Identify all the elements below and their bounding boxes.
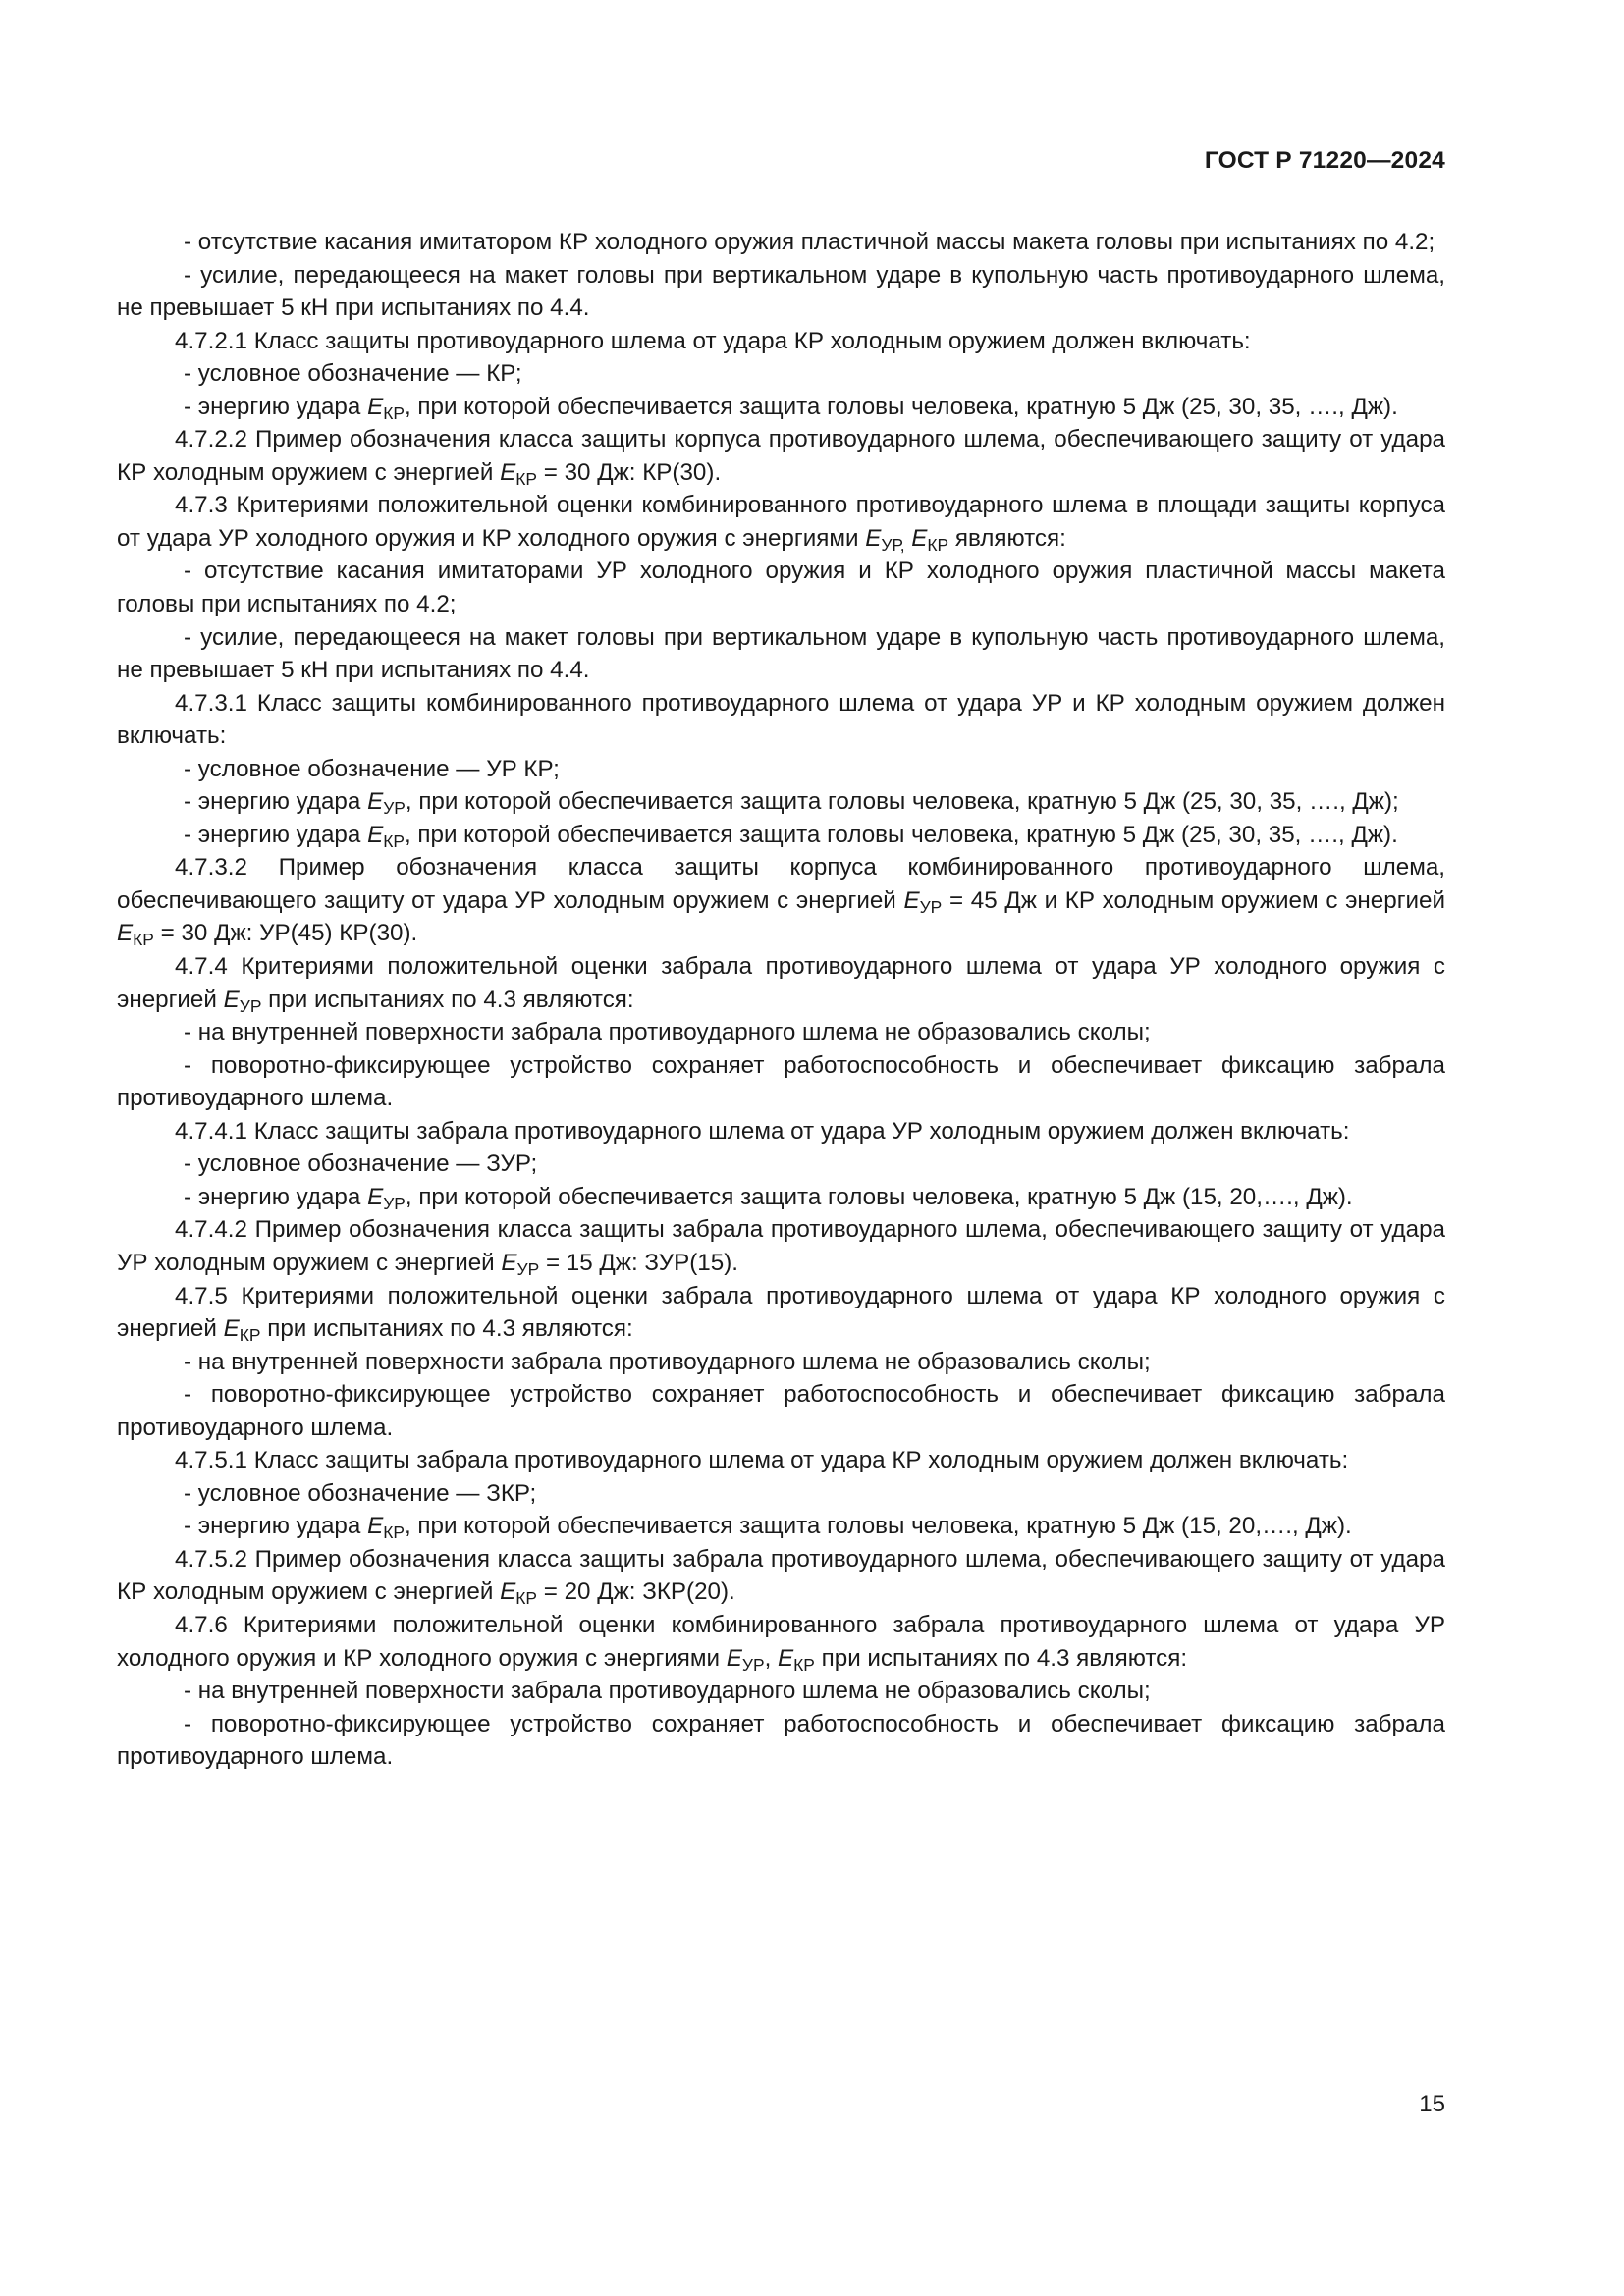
text-run: = 30 Дж: КР(30). (537, 458, 722, 486)
symbol-subscript: КР (793, 1654, 815, 1675)
list-item: - условное обозначение — КР; (184, 360, 522, 388)
energy-symbol (223, 1315, 261, 1345)
list-item: - отсутствие касания имитаторами УР холодного оружия и КР холодного оружия пластичной массы макета головы при испытаниях по 4.2; (117, 558, 1445, 618)
list-item: - поворотно-фиксирующее устройство сохраняет работоспособность и обеспечивает фиксацию забрала противоударного шлема. (117, 1710, 1445, 1771)
list-item (117, 391, 1445, 424)
text-run: - энергию удара (184, 788, 368, 816)
energy-symbol (367, 788, 406, 819)
document-body (117, 226, 1445, 1774)
list-item: - на внутренней поверхности забрала противоударного шлема не образовались сколы; (184, 1678, 1151, 1705)
symbol-base: E (367, 393, 384, 420)
energy-symbol (223, 986, 262, 1016)
text-run: = 30 Дж: УР(45) КР(30). (153, 920, 418, 947)
section-paragraph (117, 950, 1445, 1016)
energy-symbol (367, 1513, 405, 1543)
symbol-subscript: КР (927, 534, 949, 555)
text-run: 4.7.4.2 Пример обозначения класса защиты забрала противоударного шлема, обеспечивающего защиту от удара УР холодным оружием с энергией (117, 1216, 1445, 1276)
section-paragraph (117, 1609, 1445, 1675)
text-run: = 45 Дж и КР холодным оружием с энергией (942, 886, 1445, 914)
page-number: 15 (1419, 2091, 1445, 2117)
text-run: , при которой обеспечивается защита головы человека, кратную 5 Дж (15, 20,…., Дж). (404, 1513, 1352, 1540)
symbol-subscript: УР (239, 995, 262, 1016)
text-run: 4.7.3.2 Пример обозначения класса защиты корпуса комбинированного противоударного шлема, обеспечивающего защиту от удара УР холодным оружием с энергией (117, 854, 1445, 914)
symbol-subscript: КР (515, 1588, 538, 1609)
symbol-subscript: КР (239, 1324, 261, 1345)
text-run: - энергию удара (184, 1183, 368, 1210)
symbol-subscript: УР (741, 1654, 765, 1675)
section-paragraph: 4.7.2.1 Класс защиты противоударного шлема от удара КР холодным оружием должен включать: (175, 327, 1251, 354)
energy-symbol (367, 1183, 406, 1213)
text-run: - энергию удара (184, 1513, 368, 1540)
text-run: , (764, 1644, 779, 1672)
standard-designation: ГОСТ Р 71220—2024 (1204, 147, 1445, 174)
text-run: = 20 Дж: ЗКР(20). (537, 1578, 735, 1606)
section-paragraph (117, 1213, 1445, 1279)
energy-symbol (903, 886, 943, 917)
symbol-base: E (865, 524, 882, 552)
energy-symbol (500, 458, 538, 489)
symbol-base: E (117, 920, 134, 947)
text-run: являются: (948, 524, 1066, 552)
text-run: - энергию удара (184, 821, 368, 848)
symbol-base: E (500, 458, 516, 486)
symbol-base: E (500, 1578, 516, 1606)
list-item (117, 1181, 1445, 1214)
text-run: , при которой обеспечивается защита головы человека, кратную 5 Дж (15, 20,…., Дж). (405, 1183, 1353, 1210)
symbol-subscript: УР (516, 1258, 540, 1279)
list-item: - усилие, передающееся на макет головы при вертикальном ударе в купольную часть противоударного шлема, не превышает 5 кН при испытаниях по 4.4. (117, 623, 1445, 684)
section-paragraph (117, 1280, 1445, 1346)
text-run: при испытаниях по 4.3 являются: (814, 1644, 1188, 1672)
symbol-base: E (367, 1183, 384, 1210)
list-item: - отсутствие касания имитатором КР холодного оружия пластичной массы макета головы при испытаниях по 4.2; (184, 229, 1435, 255)
section-paragraph: 4.7.3.1 Класс защиты комбинированного противоударного шлема от удара УР и КР холодным оружием должен включать: (117, 689, 1445, 750)
text-run: , при которой обеспечивается защита головы человека, кратную 5 Дж (25, 30, 35, …., Дж); (405, 788, 1399, 816)
list-item: - поворотно-фиксирующее устройство сохраняет работоспособность и обеспечивает фиксацию забрала противоударного шлема. (117, 1051, 1445, 1112)
text-run: 4.7.3 Критериями положительной оценки комбинированного противоударного шлема в площади защиты корпуса от удара УР холодного оружия и КР холодного оружия с энергиями (117, 492, 1445, 552)
symbol-base: E (501, 1249, 517, 1276)
list-item: - поворотно-фиксирующее устройство сохраняет работоспособность и обеспечивает фиксацию забрала противоударного шлема. (117, 1381, 1445, 1441)
symbol-subscript: УР (383, 1193, 406, 1213)
section-paragraph (117, 489, 1445, 555)
energy-symbol (726, 1644, 765, 1675)
text-run: при испытаниях по 4.3 являются: (260, 1315, 633, 1343)
symbol-subscript: КР (383, 402, 405, 423)
section-paragraph: 4.7.4.1 Класс защиты забрала противоударного шлема от удара УР холодным оружием должен включать: (175, 1117, 1350, 1145)
text-run: при испытаниях по 4.3 являются: (261, 986, 634, 1013)
list-item: - на внутренней поверхности забрала противоударного шлема не образовались сколы; (184, 1019, 1151, 1046)
list-item: - усилие, передающееся на макет головы при вертикальном ударе в купольную часть противоударного шлема, не превышает 5 кН при испытаниях по 4.4. (117, 261, 1445, 322)
energy-symbol (367, 821, 405, 851)
section-paragraph (117, 851, 1445, 950)
text-run: = 15 Дж: ЗУР(15). (539, 1249, 738, 1276)
symbol-subscript: КР (515, 468, 538, 489)
symbol-subscript: УР, (881, 534, 905, 555)
document-header (1205, 147, 1445, 175)
list-item (117, 1510, 1445, 1543)
list-item: - на внутренней поверхности забрала противоударного шлема не образовались сколы; (184, 1348, 1151, 1375)
symbol-base: E (223, 1315, 240, 1343)
energy-symbol (865, 524, 905, 555)
energy-symbol (501, 1249, 540, 1279)
text-run: 4.7.5 Критериями положительной оценки забрала противоударного шлема от удара КР холодного оружия с энергией (117, 1282, 1445, 1343)
list-item: - условное обозначение — ЗКР; (184, 1479, 537, 1507)
symbol-subscript: КР (383, 1522, 405, 1543)
list-item: - условное обозначение — ЗУР; (184, 1150, 538, 1178)
text-run: 4.7.6 Критериями положительной оценки комбинированного забрала противоударного шлема от удара УР холодного оружия и КР холодного оружия с энергиями (117, 1611, 1445, 1672)
symbol-base: E (367, 788, 384, 816)
energy-symbol (117, 920, 154, 950)
energy-symbol (778, 1644, 815, 1675)
section-paragraph: 4.7.5.1 Класс защиты забрала противоударного шлема от удара КР холодным оружием должен включать: (175, 1447, 1349, 1474)
text-run: , при которой обеспечивается защита головы человека, кратную 5 Дж (25, 30, 35, …., Дж). (404, 393, 1398, 420)
energy-symbol (500, 1578, 538, 1609)
symbol-subscript: КР (133, 930, 154, 950)
text-run: - энергию удара (184, 393, 368, 420)
symbol-subscript: УР (383, 798, 406, 819)
text-run: , при которой обеспечивается защита головы человека, кратную 5 Дж (25, 30, 35, …., Дж). (404, 821, 1398, 848)
text-run: 4.7.4 Критериями положительной оценки забрала противоударного шлема от удара УР холодного оружия с энергией (117, 953, 1445, 1013)
symbol-base: E (778, 1644, 794, 1672)
symbol-base: E (903, 886, 920, 914)
energy-symbol (911, 524, 949, 555)
list-item (117, 819, 1445, 852)
list-item: - условное обозначение — УР КР; (184, 755, 560, 782)
symbol-base: E (223, 986, 240, 1013)
symbol-subscript: УР (919, 896, 943, 917)
text-run: 4.7.2.2 Пример обозначения класса защиты корпуса противоударного шлема, обеспечивающего защиту от удара КР холодным оружием с энергией (117, 426, 1445, 486)
symbol-base: E (367, 1513, 384, 1540)
section-paragraph (117, 423, 1445, 489)
energy-symbol (367, 393, 405, 423)
symbol-base: E (911, 524, 928, 552)
section-paragraph (117, 1543, 1445, 1609)
list-item (117, 785, 1445, 819)
text-run: 4.7.5.2 Пример обозначения класса защиты забрала противоударного шлема, обеспечивающего защиту от удара КР холодным оружием с энергией (117, 1545, 1445, 1606)
symbol-base: E (726, 1644, 742, 1672)
symbol-subscript: КР (383, 830, 405, 851)
symbol-base: E (367, 821, 384, 848)
